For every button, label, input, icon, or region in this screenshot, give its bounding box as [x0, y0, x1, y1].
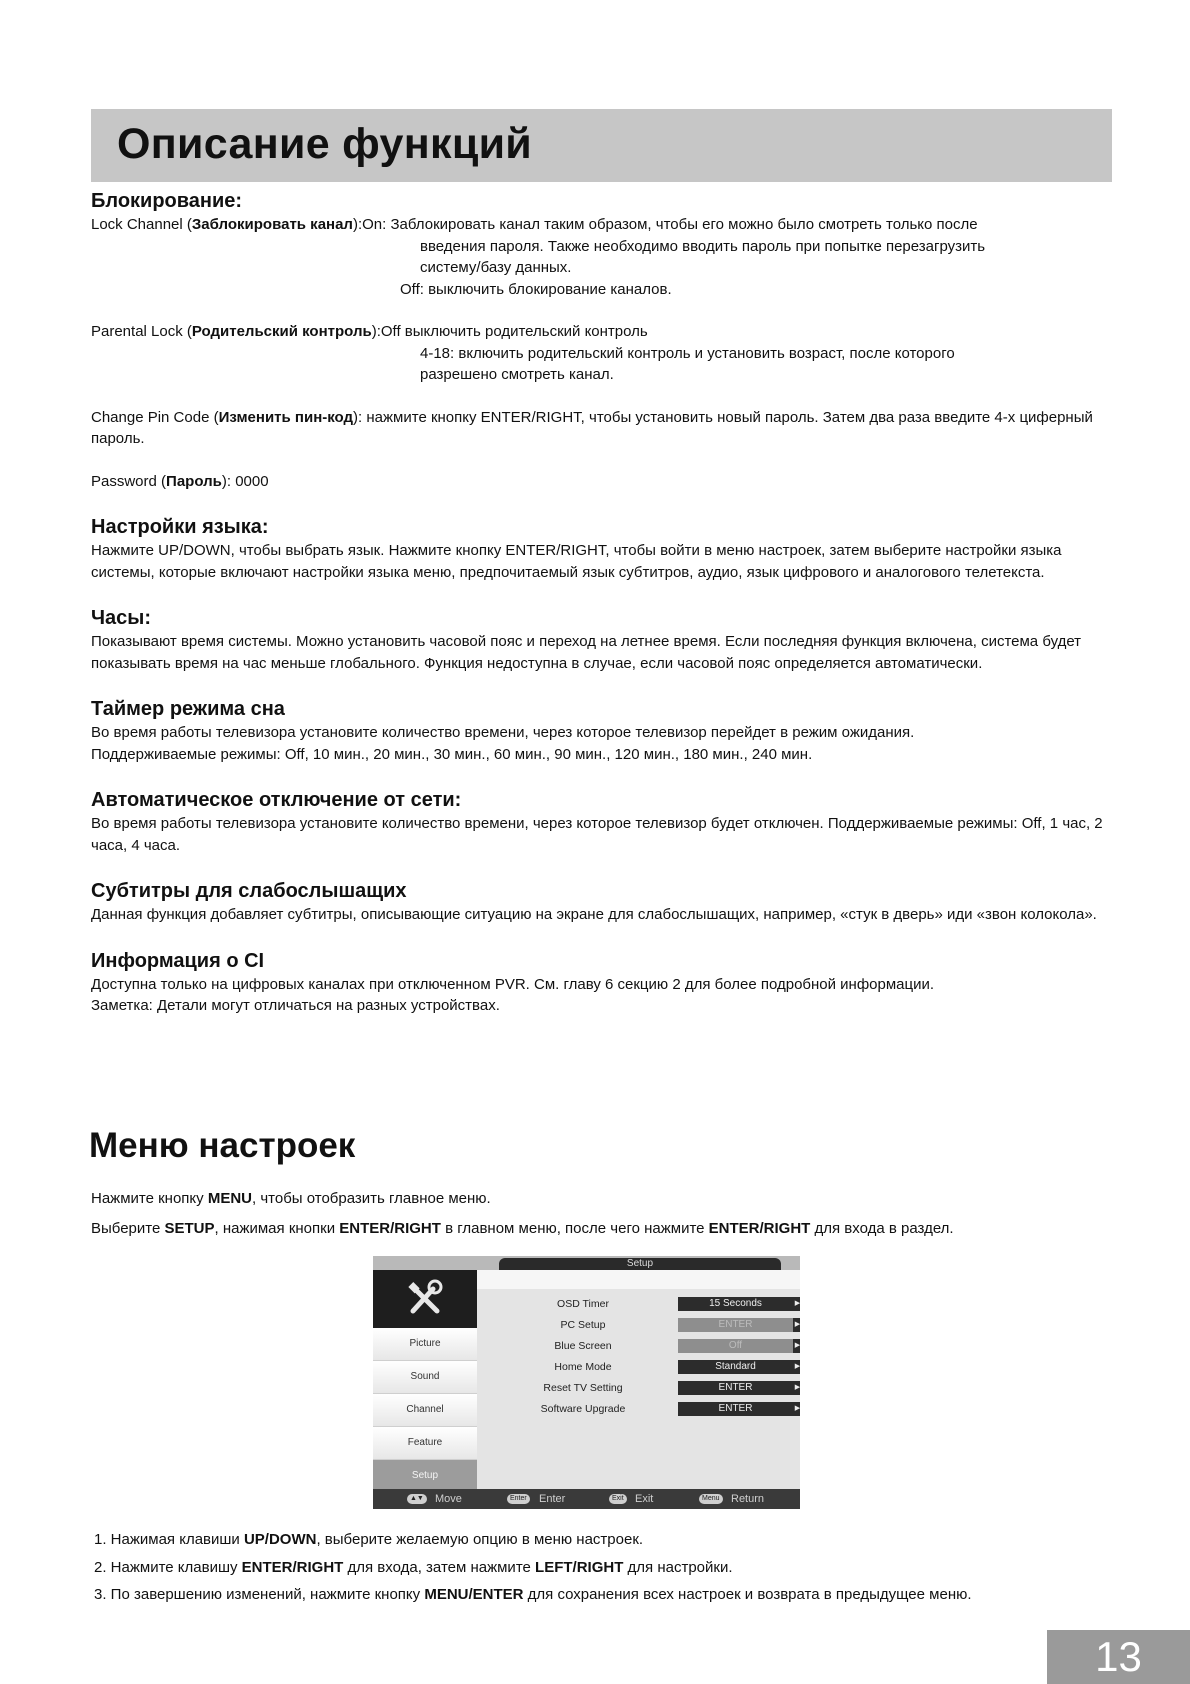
footer-enter: Enter — [539, 1493, 566, 1505]
tv-sidebar-channel[interactable]: Channel — [373, 1394, 477, 1427]
tools-icon — [373, 1270, 477, 1328]
title-bar — [91, 109, 1112, 182]
password-close: ): — [221, 472, 236, 490]
intro2-d: ENTER/RIGHT — [339, 1220, 441, 1237]
tv-footer — [373, 1489, 800, 1509]
sleep-heading: Таймер режима сна — [91, 698, 285, 720]
intro2-e: в главном меню, после чего нажмите — [440, 1220, 709, 1237]
settings-menu-intro — [91, 1184, 1121, 1244]
intro2-c: , нажимая кнопки — [214, 1220, 340, 1237]
lock-channel-ru: Заблокировать канал — [191, 216, 353, 233]
page-number: 13 — [1047, 1630, 1190, 1684]
language-heading: Настройки языка: — [91, 516, 269, 538]
arrow-right-icon: ▶ — [793, 1297, 800, 1311]
parental-age-line1: 4-18: включить родительский контроль и установить возраст, после которого — [420, 344, 955, 362]
ci-heading: Информация о CI — [91, 949, 265, 972]
clock-heading: Часы: — [91, 607, 152, 629]
lock-channel-label — [91, 214, 362, 236]
step3-a: 3. По завершению изменений, нажмите кнопку — [94, 1586, 425, 1603]
intro2-f: ENTER/RIGHT — [708, 1220, 811, 1237]
exit-key-icon: Exit — [609, 1494, 627, 1504]
lock-heading: Блокирование: — [91, 190, 243, 212]
auto-off-heading: Автоматическое отключение от сети: — [91, 789, 462, 811]
step2-a: 2. Нажмите клавишу — [94, 1558, 242, 1576]
password-en: Password ( — [91, 472, 167, 490]
clock-text: Показывают время системы. Можно установить часовой пояс и переход на летнее время. Если последняя функция включена, система будет показывать время на час меньше глобального. Функция недоступна в случае, если часовой пояс определяется автоматически. — [91, 633, 1082, 672]
parental-row — [91, 321, 1121, 343]
step3-c: для сохранения всех настроек и возврата в предыдущее меню. — [523, 1586, 972, 1603]
functions-content — [91, 188, 1121, 1017]
password-value: 0000 — [235, 472, 269, 490]
arrow-right-icon: ▶ — [793, 1381, 800, 1395]
lock-channel-off-line: Off: выключить блокирование каналов. — [400, 280, 672, 298]
tv-row-label: OSD Timer — [557, 1298, 609, 1310]
pin-ru: Изменить пин-код — [218, 408, 354, 426]
menu-key-icon: Menu — [699, 1494, 723, 1504]
pin-text: нажмите кнопку ENTER/RIGHT, чтобы установить новый пароль. Затем два раза введите 4-х циферный пароль. — [91, 408, 1093, 447]
step1-c: , выберите желаемую опцию в меню настроек. — [316, 1531, 644, 1548]
page-title: Описание функций — [117, 120, 533, 168]
footer-move: Move — [435, 1493, 462, 1505]
tv-row-label: PC Setup — [560, 1319, 606, 1331]
lock-channel-on-line2: введения пароля. Также необходимо вводить пароль при попытке перезагрузить — [420, 237, 986, 255]
pin-en: Change Pin Code ( — [91, 408, 219, 426]
tv-sidebar-sound[interactable]: Sound — [373, 1361, 477, 1394]
steps-list — [94, 1526, 1124, 1609]
arrow-right-icon: ▶ — [793, 1318, 800, 1332]
enter-key-icon: Enter — [507, 1494, 530, 1504]
lock-channel-close: ): — [352, 216, 363, 233]
language-text: Нажмите UP/DOWN, чтобы выбрать язык. Нажмите кнопку ENTER/RIGHT, чтобы войти в меню настроек, затем выберите настройки языка системы, которые включают настройки языка меню, предпочитаемый язык субтитров, аудио, язык цифрового и аналогового телетекста. — [91, 542, 1062, 581]
intro2-g: для входа в раздел. — [810, 1220, 954, 1237]
tv-row-value: 15 Seconds — [678, 1297, 793, 1311]
intro2-a: Выберите — [91, 1220, 165, 1237]
move-key-icon: ▲▼ — [407, 1494, 427, 1504]
parental-off-line: Off выключить родительский контроль — [380, 323, 648, 340]
lock-channel-on-line3: систему/базу данных. — [420, 259, 572, 276]
tv-row-label: Home Mode — [554, 1361, 612, 1373]
tv-topbar — [373, 1256, 800, 1270]
tv-setup-panel — [477, 1270, 800, 1489]
hoh-text: Данная функция добавляет субтитры, описывающие ситуацию на экране для слабослышащих, например, «стук в дверь» иди «звон колокола». — [91, 906, 1097, 923]
tv-row-home-mode[interactable] — [477, 1357, 800, 1378]
tv-sidebar-feature[interactable]: Feature — [373, 1427, 477, 1460]
settings-menu-title: Меню настроек — [89, 1126, 356, 1165]
tv-row-value: Standard — [678, 1360, 793, 1374]
step1-a: 1. Нажимая клавиши — [94, 1531, 244, 1548]
password-paragraph — [91, 471, 1121, 493]
intro-line2 — [91, 1214, 1121, 1244]
lock-channel-on-line1: On: Заблокировать канал таким образом, чтобы его можно было смотреть только после — [362, 216, 978, 233]
pin-paragraph — [91, 407, 1121, 450]
tv-row-value: ENTER — [678, 1318, 793, 1332]
lock-channel-en: Lock Channel ( — [91, 216, 192, 233]
step2-e: для настройки. — [623, 1558, 733, 1576]
auto-off-text: Во время работы телевизора установите количество времени, через которое телевизор будет отключен. Поддерживаемые режимы: Off, 1 час, 2 часа, 4 часа. — [91, 815, 1103, 854]
ci-text1: Доступна только на цифровых каналах при отключенном PVR. См. главу 6 секцию 2 для более подробной информации. — [91, 975, 935, 993]
tv-row-software-upgrade[interactable] — [477, 1399, 800, 1420]
step-3 — [94, 1581, 1124, 1609]
intro2-b: SETUP — [164, 1220, 215, 1237]
tv-panel-strip — [477, 1270, 800, 1289]
tv-row-value: ENTER — [678, 1381, 793, 1395]
hoh-heading: Субтитры для слабослышащих — [91, 880, 407, 902]
tv-row-label: Reset TV Setting — [543, 1382, 623, 1394]
step3-b: MENU/ENTER — [424, 1586, 524, 1603]
ci-text2: Заметка: Детали могут отличаться на разных устройствах. — [91, 997, 500, 1014]
step2-d: LEFT/RIGHT — [535, 1558, 624, 1576]
arrow-right-icon: ▶ — [793, 1339, 800, 1353]
tv-sidebar-setup[interactable]: Setup — [373, 1460, 477, 1493]
password-ru: Пароль — [166, 472, 222, 490]
tv-row-value: Off — [678, 1339, 793, 1353]
sleep-text1: Во время работы телевизора установите количество времени, через которое телевизор перейдет в режим ожидания. — [91, 724, 915, 741]
tv-row-label: Software Upgrade — [540, 1403, 626, 1415]
tv-row-pc-setup[interactable] — [477, 1315, 800, 1336]
step-2 — [94, 1554, 1124, 1582]
lock-channel-row — [91, 214, 1121, 236]
intro-line1 — [91, 1184, 1121, 1214]
tv-setup-rows — [477, 1294, 800, 1420]
tv-row-blue-screen[interactable] — [477, 1336, 800, 1357]
tv-row-value: ENTER — [678, 1402, 793, 1416]
arrow-right-icon: ▶ — [793, 1360, 800, 1374]
sleep-text2: Поддерживаемые режимы: Off, 10 мин., 20 мин., 30 мин., 60 мин., 90 мин., 120 мин., 180 мин., 240 мин. — [91, 745, 813, 763]
parental-age-line2: разрешено смотреть канал. — [420, 366, 614, 383]
footer-return: Return — [731, 1493, 765, 1505]
pin-close: ): — [353, 408, 367, 426]
parental-ru: Родительский контроль — [191, 323, 372, 340]
parental-label — [91, 321, 381, 343]
tv-sidebar-picture[interactable]: Picture — [373, 1328, 477, 1361]
tv-setup-screenshot — [373, 1256, 800, 1509]
parental-close: ): — [371, 323, 381, 340]
tv-row-reset-tv[interactable] — [477, 1378, 800, 1399]
arrow-right-icon: ▶ — [793, 1402, 800, 1416]
tv-row-osd-timer[interactable] — [477, 1294, 800, 1315]
intro1-a: Нажмите кнопку — [91, 1190, 208, 1207]
intro1-c: , чтобы отобразить главное меню. — [252, 1190, 491, 1207]
tv-row-label: Blue Screen — [554, 1340, 612, 1352]
tv-sidebar — [373, 1328, 477, 1489]
step2-b: ENTER/RIGHT — [241, 1558, 344, 1576]
footer-exit: Exit — [635, 1493, 654, 1505]
intro1-b: MENU — [207, 1190, 252, 1207]
parental-en: Parental Lock ( — [91, 323, 192, 340]
step1-b: UP/DOWN — [243, 1531, 317, 1548]
tv-menu-header: Setup — [499, 1258, 781, 1270]
step2-c: для входа, затем нажмите — [343, 1558, 536, 1576]
step-1 — [94, 1526, 1124, 1554]
